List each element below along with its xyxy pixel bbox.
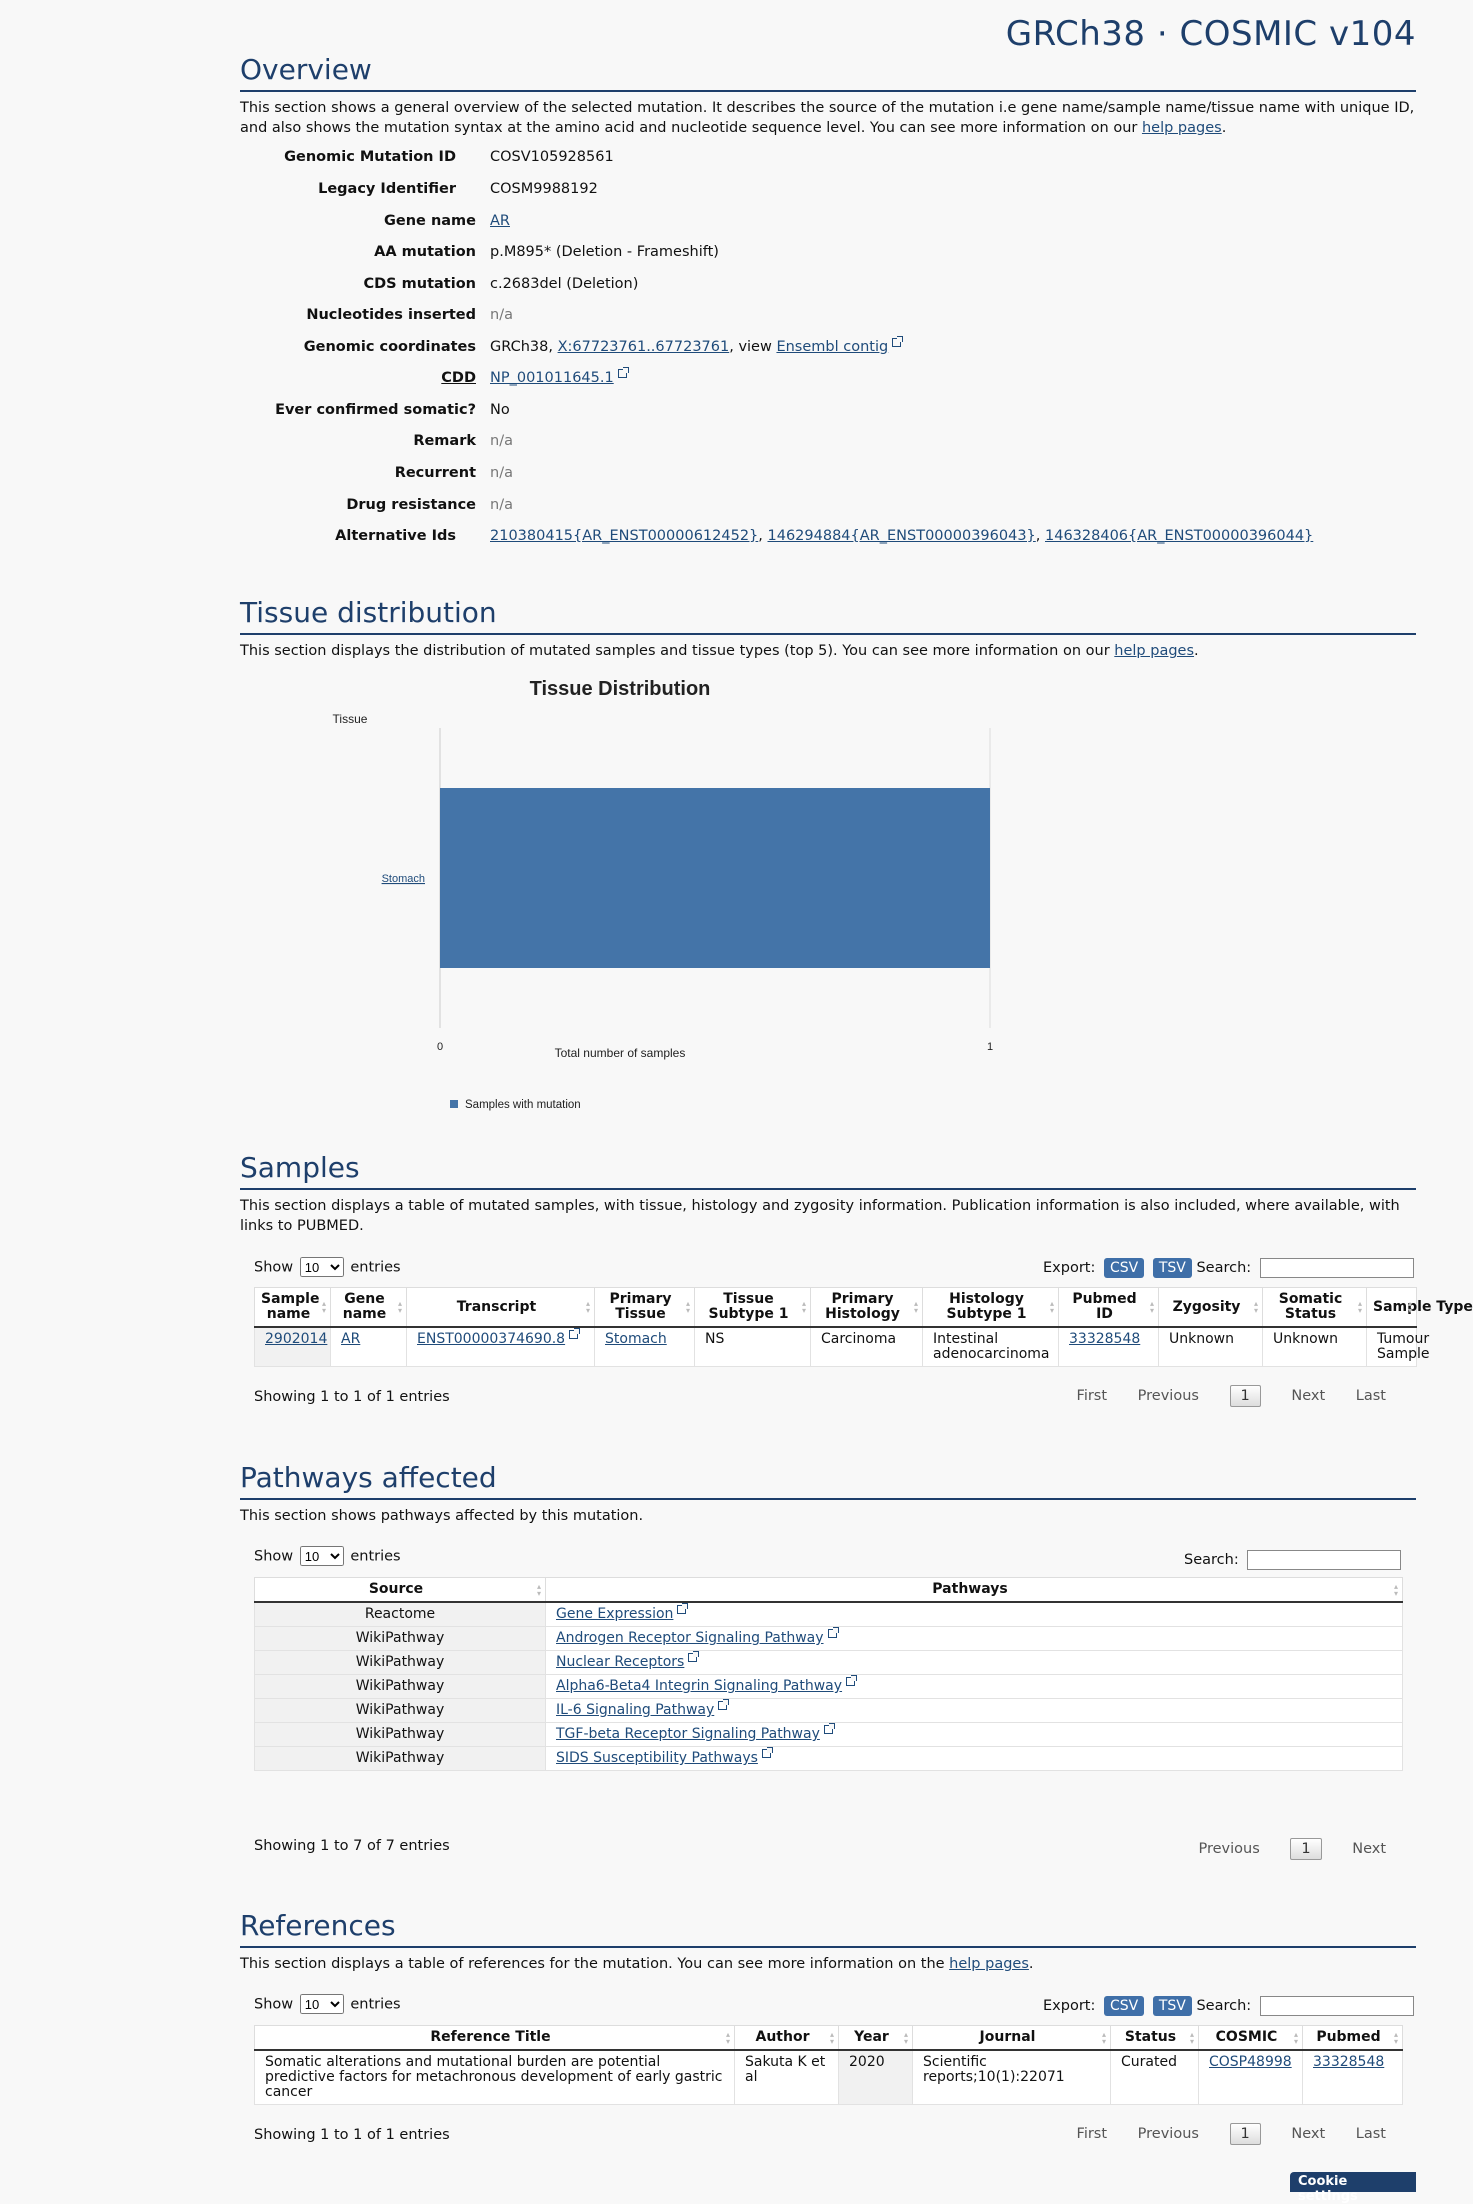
- references-pagination: [1051, 2123, 1386, 2145]
- tsv-export-button[interactable]: TSV: [1153, 1258, 1192, 1278]
- column-header[interactable]: Zygosity ▴ ▾: [1159, 1288, 1263, 1328]
- legend-label: Samples with mutation: [465, 1099, 581, 1111]
- page-title: GRCh38 · COSMIC v104: [1005, 14, 1416, 54]
- table-row: 2902014 AR ENST00000374690.8 Stomach NS Carcinoma Intestinal adenocarcinoma 33328548 Unknown Unknown Tumour Sample: [255, 1327, 1417, 1367]
- column-header[interactable]: Histology Subtype 1 ▴ ▾: [923, 1288, 1059, 1328]
- table-row: WikiPathway SIDS Susceptibility Pathways: [255, 1747, 1403, 1771]
- first-page-button[interactable]: First: [1076, 2126, 1108, 2142]
- samples-table: [254, 1287, 1473, 1367]
- references-length-control: Show 10 entries: [254, 1994, 401, 2014]
- column-header[interactable]: Tissue Subtype 1 ▴ ▾: [695, 1288, 811, 1328]
- table-row: Somatic alterations and mutational burden are potential predictive factors for metachronous development of early gastric cancer Sakuta K et al 2020 Scientific reports;10(1):22071 Curated COSP48998 33328548: [255, 2050, 1403, 2105]
- x-tick-label: 0: [436, 1041, 444, 1053]
- tissue-distribution-chart: [300, 670, 1060, 1120]
- last-page-button[interactable]: Last: [1355, 1388, 1386, 1404]
- external-link-icon: [824, 1725, 833, 1734]
- alternative-id-link[interactable]: 210380415{AR_ENST00000612452}: [490, 528, 759, 544]
- first-page-button[interactable]: First: [1076, 1388, 1108, 1404]
- external-link-icon: [688, 1653, 697, 1662]
- column-header[interactable]: Source ▴ ▾: [255, 1578, 546, 1603]
- pathway-link[interactable]: Nuclear Receptors: [556, 1654, 685, 1670]
- legend-swatch: [450, 1100, 458, 1108]
- pubmed-link[interactable]: 33328548: [1313, 2054, 1385, 2070]
- cosmic-paper-link[interactable]: COSP48998: [1209, 2054, 1292, 2070]
- column-header[interactable]: Pubmed ID ▴ ▾: [1059, 1288, 1159, 1328]
- column-header[interactable]: Somatic Status ▴ ▾: [1263, 1288, 1367, 1328]
- references-section: [240, 1908, 1416, 1974]
- pathway-link[interactable]: Gene Expression: [556, 1606, 674, 1622]
- column-header[interactable]: Author ▴ ▾: [735, 2026, 839, 2051]
- samples-info: Showing 1 to 1 of 1 entries: [254, 1389, 450, 1405]
- pathways-search-input[interactable]: [1247, 1550, 1401, 1570]
- column-header[interactable]: Pathways ▴ ▾: [546, 1578, 1403, 1603]
- column-header[interactable]: Primary Histology ▴ ▾: [811, 1288, 923, 1328]
- pathways-info: Showing 1 to 7 of 7 entries: [254, 1838, 450, 1854]
- column-header[interactable]: Reference Title ▴ ▾: [255, 2026, 735, 2051]
- pathway-link[interactable]: TGF-beta Receptor Signaling Pathway: [556, 1726, 820, 1742]
- next-page-button[interactable]: Next: [1291, 1388, 1326, 1404]
- column-header[interactable]: Pubmed ▴ ▾: [1303, 2026, 1403, 2051]
- pathways-table: [254, 1577, 1403, 1771]
- pathways-heading: Pathways affected: [240, 1460, 1416, 1500]
- pathways-pagination: [1172, 1838, 1386, 1860]
- transcript-link[interactable]: ENST00000374690.8: [417, 1331, 566, 1347]
- table-row: WikiPathway Androgen Receptor Signaling Pathway: [255, 1627, 1403, 1651]
- overview-description: This section shows a general overview of the selected mutation. It describes the source of the mutation i.e gene name/sample name/tissue name with unique ID, and also shows the mutation syntax at the amino acid and nucleotide sequence level. You can see more information on our help pages.: [240, 100, 1415, 136]
- column-header[interactable]: Status ▴ ▾: [1111, 2026, 1199, 2051]
- pathways-description: This section shows pathways affected by this mutation.: [240, 1508, 644, 1524]
- column-header[interactable]: COSMIC ▴ ▾: [1199, 2026, 1303, 2051]
- pubmed-link[interactable]: 33328548: [1069, 1331, 1141, 1347]
- references-length-select[interactable]: [300, 1994, 344, 2014]
- alternative-id-link[interactable]: 146328406{AR_ENST00000396044}: [1045, 528, 1314, 544]
- chart-xlabel: Total number of samples: [554, 1046, 686, 1060]
- page-1-button[interactable]: 1: [1230, 1385, 1261, 1407]
- sample-link[interactable]: 2902014: [265, 1331, 328, 1347]
- pathway-link[interactable]: SIDS Susceptibility Pathways: [556, 1750, 758, 1766]
- page-1-button[interactable]: 1: [1230, 2123, 1261, 2145]
- external-link-icon: [718, 1701, 727, 1710]
- external-link-icon: [762, 1749, 771, 1758]
- chart-title: Tissue Distribution: [529, 678, 711, 700]
- pathways-length-select[interactable]: [300, 1546, 344, 1566]
- tissue-heading: Tissue distribution: [240, 595, 1416, 635]
- column-header[interactable]: Year ▴ ▾: [839, 2026, 913, 2051]
- samples-length-select[interactable]: [300, 1257, 344, 1277]
- table-row: Reactome Gene Expression: [255, 1602, 1403, 1627]
- next-page-button[interactable]: Next: [1291, 2126, 1326, 2142]
- tissue-description: This section displays the distribution of mutated samples and tissue types (top 5). You can see more information on our help pages.: [240, 643, 1199, 659]
- pathways-section: [240, 1460, 1416, 1526]
- external-link-icon: [828, 1629, 837, 1638]
- previous-page-button[interactable]: Previous: [1198, 1841, 1260, 1857]
- previous-page-button[interactable]: Previous: [1137, 2126, 1199, 2142]
- overview-section: Overview This section shows a general overview of the selected mutation. It describes the source of the mutation i.e gene name/sample name/tissue name with unique ID, and also shows the mutation syntax at the amino acid and nucleotide sequence level. You can see more information on our help pages. Genomic Mutation ID COSV105928561 Legacy Identifier COSM9988192 Gene name AR AA mutation p.M895* (Deletion - Frameshift) CDS mutation c.2683del (Deletion) Nucleotides inserted n/a Genomic coordinates GRCh38, X:67723761..67723761, view Ensembl contig CDD NP_001011645.1 Ever confirmed somatic? No Remark n/a Recurrent n/a Drug resistance n/a Alternative Ids 210380415{AR_ENST00000612452}, 146294884{AR_ENST00000396043}, 146328406{AR_ENST00000396044}: [240, 53, 1415, 544]
- pathways-search: Search:: [1184, 1550, 1401, 1570]
- references-table: [254, 2025, 1403, 2105]
- csv-export-button[interactable]: CSV: [1104, 1258, 1144, 1278]
- table-row: WikiPathway Nuclear Receptors: [255, 1651, 1403, 1675]
- previous-page-button[interactable]: Previous: [1137, 1388, 1199, 1404]
- column-header[interactable]: Sample Type ▴ ▾: [1367, 1288, 1417, 1328]
- references-search-input[interactable]: [1260, 1996, 1414, 2016]
- column-header[interactable]: Transcript ▴ ▾: [407, 1288, 595, 1328]
- last-page-button[interactable]: Last: [1355, 2126, 1386, 2142]
- pathways-length-control: Show 10 entries: [254, 1546, 401, 1566]
- samples-search-input[interactable]: [1260, 1258, 1414, 1278]
- coordinates-link[interactable]: X:67723761..67723761: [557, 339, 730, 355]
- references-help-link[interactable]: help pages: [949, 1956, 1029, 1972]
- external-link-icon: [618, 369, 627, 378]
- cdd-link[interactable]: NP_001011645.1: [490, 370, 614, 386]
- bar: [440, 788, 990, 968]
- references-export-search: Export: CSV TSV Search:: [1043, 1996, 1414, 2016]
- references-heading: References: [240, 1908, 1416, 1948]
- references-description: This section displays a table of references for the mutation. You can see more information on the help pages.: [240, 1956, 1034, 1972]
- cookie-settings-button[interactable]: Cookie settings: [1290, 2172, 1416, 2192]
- table-row: WikiPathway Alpha6-Beta4 Integrin Signaling Pathway: [255, 1675, 1403, 1699]
- category-label[interactable]: Stomach: [381, 873, 425, 885]
- external-link-icon: [569, 1330, 578, 1339]
- samples-length-control: Show 10 entries: [254, 1257, 401, 1277]
- chart-marks: [382, 728, 993, 1053]
- gene-link[interactable]: AR: [341, 1331, 361, 1347]
- tissue-link[interactable]: Stomach: [605, 1331, 667, 1347]
- samples-heading: Samples: [240, 1150, 1416, 1190]
- tissue-section: [240, 595, 1416, 661]
- samples-section: [240, 1150, 1416, 1236]
- alternative-id-link[interactable]: 146294884{AR_ENST00000396043}: [767, 528, 1036, 544]
- external-link-icon: [846, 1677, 855, 1686]
- chart-ylabel: Tissue: [332, 712, 368, 726]
- references-info: Showing 1 to 1 of 1 entries: [254, 2127, 450, 2143]
- column-header[interactable]: Journal ▴ ▾: [913, 2026, 1111, 2051]
- page-1-button[interactable]: 1: [1290, 1838, 1321, 1860]
- x-tick-label: 1: [986, 1041, 994, 1053]
- pathway-link[interactable]: IL-6 Signaling Pathway: [556, 1702, 715, 1718]
- overview-heading: Overview: [240, 52, 1416, 92]
- samples-export-search: Export: CSV TSV Search:: [1043, 1258, 1414, 1278]
- gene-name-link[interactable]: AR: [490, 213, 510, 229]
- ensembl-contig-link[interactable]: Ensembl contig: [776, 339, 889, 355]
- external-link-icon: [677, 1605, 686, 1614]
- external-link-icon: [892, 338, 901, 347]
- overview-help-link[interactable]: help pages: [1141, 120, 1222, 136]
- samples-pagination: [1051, 1385, 1386, 1407]
- pathway-link[interactable]: Androgen Receptor Signaling Pathway: [556, 1630, 824, 1646]
- next-page-button[interactable]: Next: [1352, 1841, 1386, 1857]
- column-header[interactable]: Primary Tissue ▴ ▾: [595, 1288, 695, 1328]
- column-header[interactable]: Gene name ▴ ▾: [331, 1288, 407, 1328]
- samples-description: This section displays a table of mutated samples, with tissue, histology and zygosity information. Publication information is also included, where available, with links to PUBMED.: [240, 1198, 1400, 1234]
- pathway-link[interactable]: Alpha6-Beta4 Integrin Signaling Pathway: [556, 1678, 843, 1694]
- csv-export-button[interactable]: CSV: [1104, 1996, 1144, 2016]
- tsv-export-button[interactable]: TSV: [1153, 1996, 1192, 2016]
- column-header[interactable]: Sample name ▴ ▾: [255, 1288, 331, 1328]
- table-row: WikiPathway TGF-beta Receptor Signaling Pathway: [255, 1723, 1403, 1747]
- table-row: WikiPathway IL-6 Signaling Pathway: [255, 1699, 1403, 1723]
- tissue-help-link[interactable]: help pages: [1114, 643, 1195, 659]
